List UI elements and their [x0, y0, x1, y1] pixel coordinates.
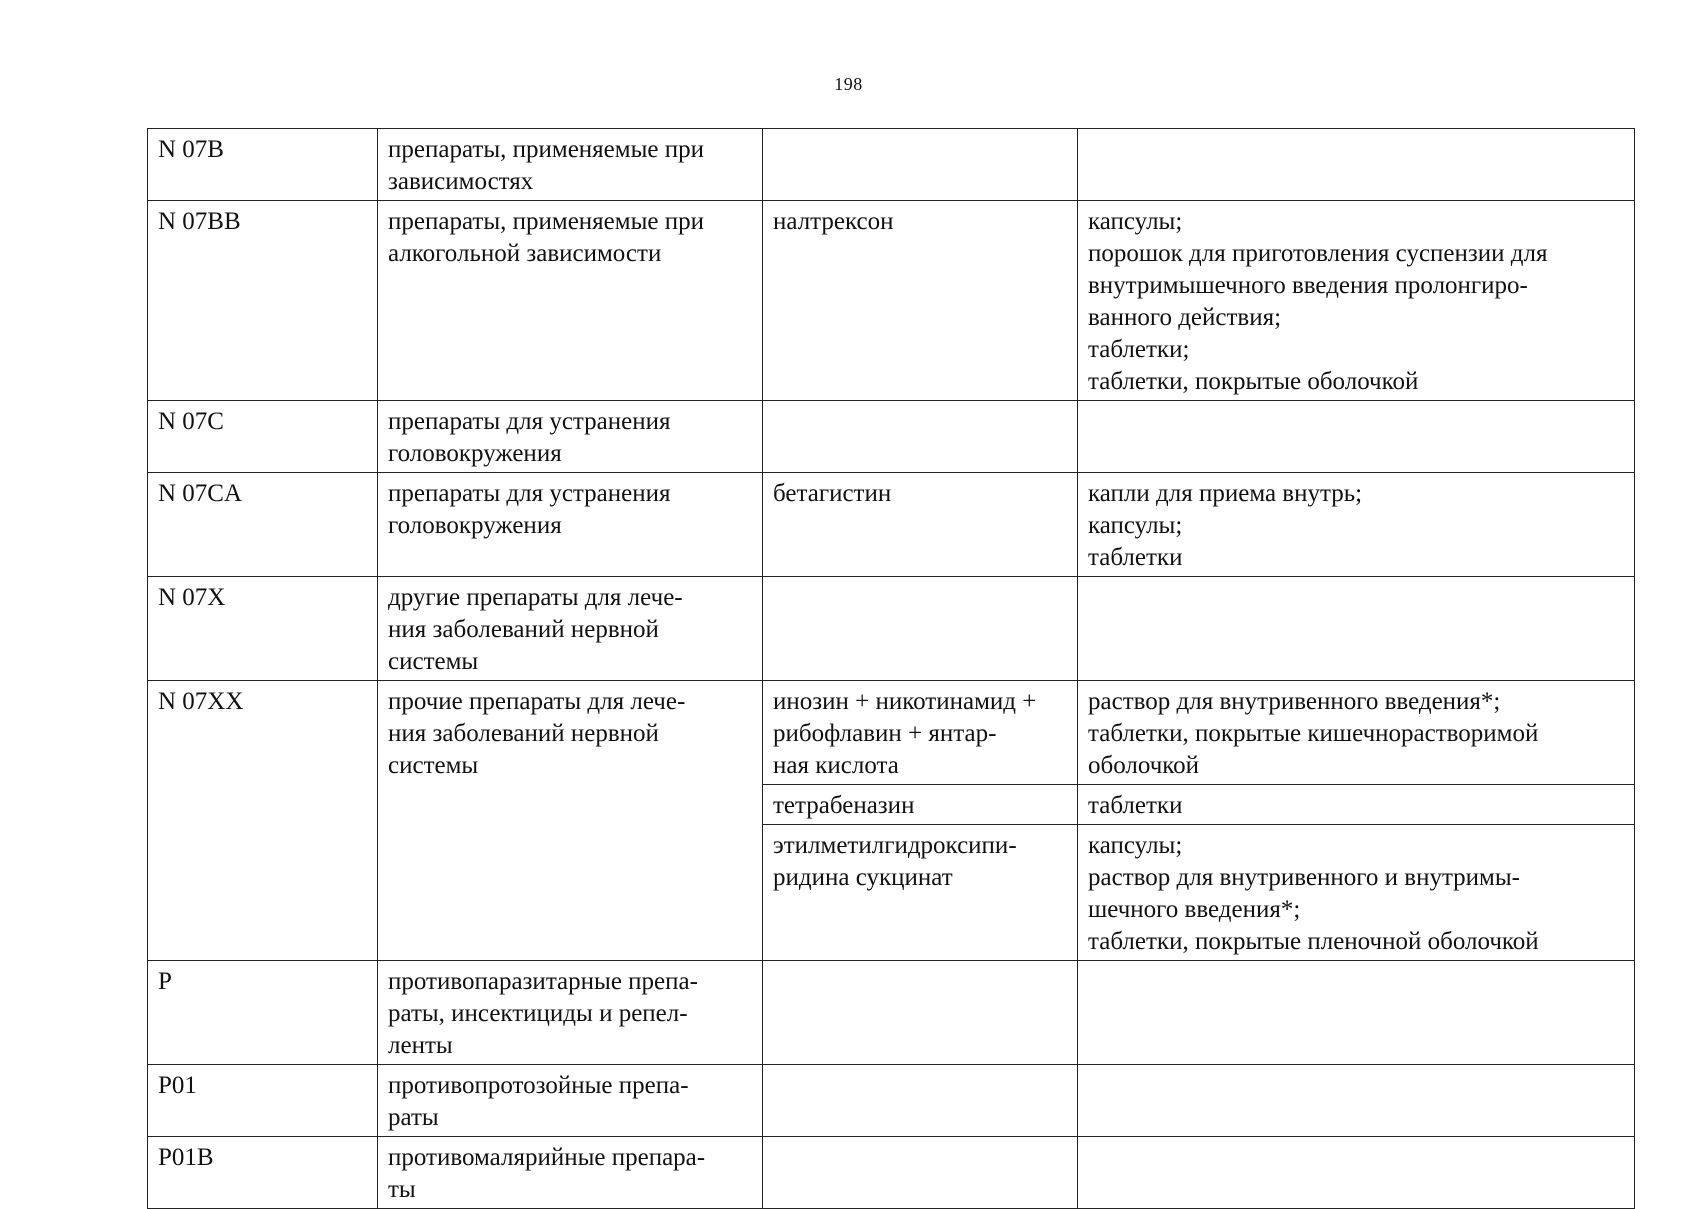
dosage-form-cell: капсулы; раствор для внутривенного и внутримы- шечного введения*; таблетки, покрытые пленочной оболочкой: [1078, 825, 1635, 961]
dosage-form-cell: [1078, 129, 1635, 201]
table-row: [148, 681, 1635, 785]
drug-name-cell: [763, 1065, 1078, 1137]
medication-table: [147, 128, 1635, 1209]
atc-code-cell: P: [148, 961, 378, 1065]
drug-name-cell: тетрабеназин: [763, 785, 1078, 825]
atc-group-cell: другие препараты для лече- ния заболеваний нервной системы: [378, 577, 763, 681]
dosage-form-cell: таблетки: [1078, 785, 1635, 825]
table-row: [148, 1137, 1635, 1209]
atc-group-cell: препараты для устранения головокружения: [378, 401, 763, 473]
table-row: [148, 473, 1635, 577]
dosage-form-cell: [1078, 401, 1635, 473]
atc-group-cell: противомалярийные препара- ты: [378, 1137, 763, 1209]
table-row: [148, 1065, 1635, 1137]
atc-group-cell: противопаразитарные препа- раты, инсектициды и репел- ленты: [378, 961, 763, 1065]
atc-code-cell: N 07X: [148, 577, 378, 681]
medication-table-body: [148, 129, 1635, 1209]
atc-code-cell: N 07C: [148, 401, 378, 473]
dosage-form-cell: капсулы; порошок для приготовления суспензии для внутримышечного введения пролонгиро- ванного действия; таблетки; таблетки, покрытые оболочкой: [1078, 201, 1635, 401]
page-number: 198: [834, 74, 863, 94]
atc-code-cell: N 07XX: [148, 681, 378, 961]
drug-name-cell: бетагистин: [763, 473, 1078, 577]
table-row: [148, 577, 1635, 681]
dosage-form-cell: [1078, 577, 1635, 681]
atc-group-cell: препараты, применяемые при алкогольной зависимости: [378, 201, 763, 401]
dosage-form-cell: [1078, 1137, 1635, 1209]
drug-name-cell: [763, 577, 1078, 681]
drug-name-cell: [763, 401, 1078, 473]
dosage-form-cell: [1078, 1065, 1635, 1137]
atc-group-cell: препараты для устранения головокружения: [378, 473, 763, 577]
atc-code-cell: N 07B: [148, 129, 378, 201]
dosage-form-cell: капли для приема внутрь; капсулы; таблетки: [1078, 473, 1635, 577]
drug-name-cell: этилметилгидроксипи- ридина сукцинат: [763, 825, 1078, 961]
drug-name-cell: [763, 961, 1078, 1065]
drug-name-cell: [763, 1137, 1078, 1209]
drug-name-cell: налтрексон: [763, 201, 1078, 401]
table-row: [148, 401, 1635, 473]
table-row: [148, 129, 1635, 201]
atc-group-cell: прочие препараты для лече- ния заболеваний нервной системы: [378, 681, 763, 961]
drug-name-cell: [763, 129, 1078, 201]
atc-code-cell: P01B: [148, 1137, 378, 1209]
atc-group-cell: препараты, применяемые при зависимостях: [378, 129, 763, 201]
atc-code-cell: N 07BB: [148, 201, 378, 401]
drug-name-cell: инозин + никотинамид + рибофлавин + янтар- ная кислота: [763, 681, 1078, 785]
atc-code-cell: N 07CA: [148, 473, 378, 577]
dosage-form-cell: раствор для внутривенного введения*; таблетки, покрытые кишечнорастворимой оболочкой: [1078, 681, 1635, 785]
table-row: [148, 961, 1635, 1065]
atc-code-cell: P01: [148, 1065, 378, 1137]
atc-group-cell: противопротозойные препа- раты: [378, 1065, 763, 1137]
table-row: [148, 201, 1635, 401]
dosage-form-cell: [1078, 961, 1635, 1065]
